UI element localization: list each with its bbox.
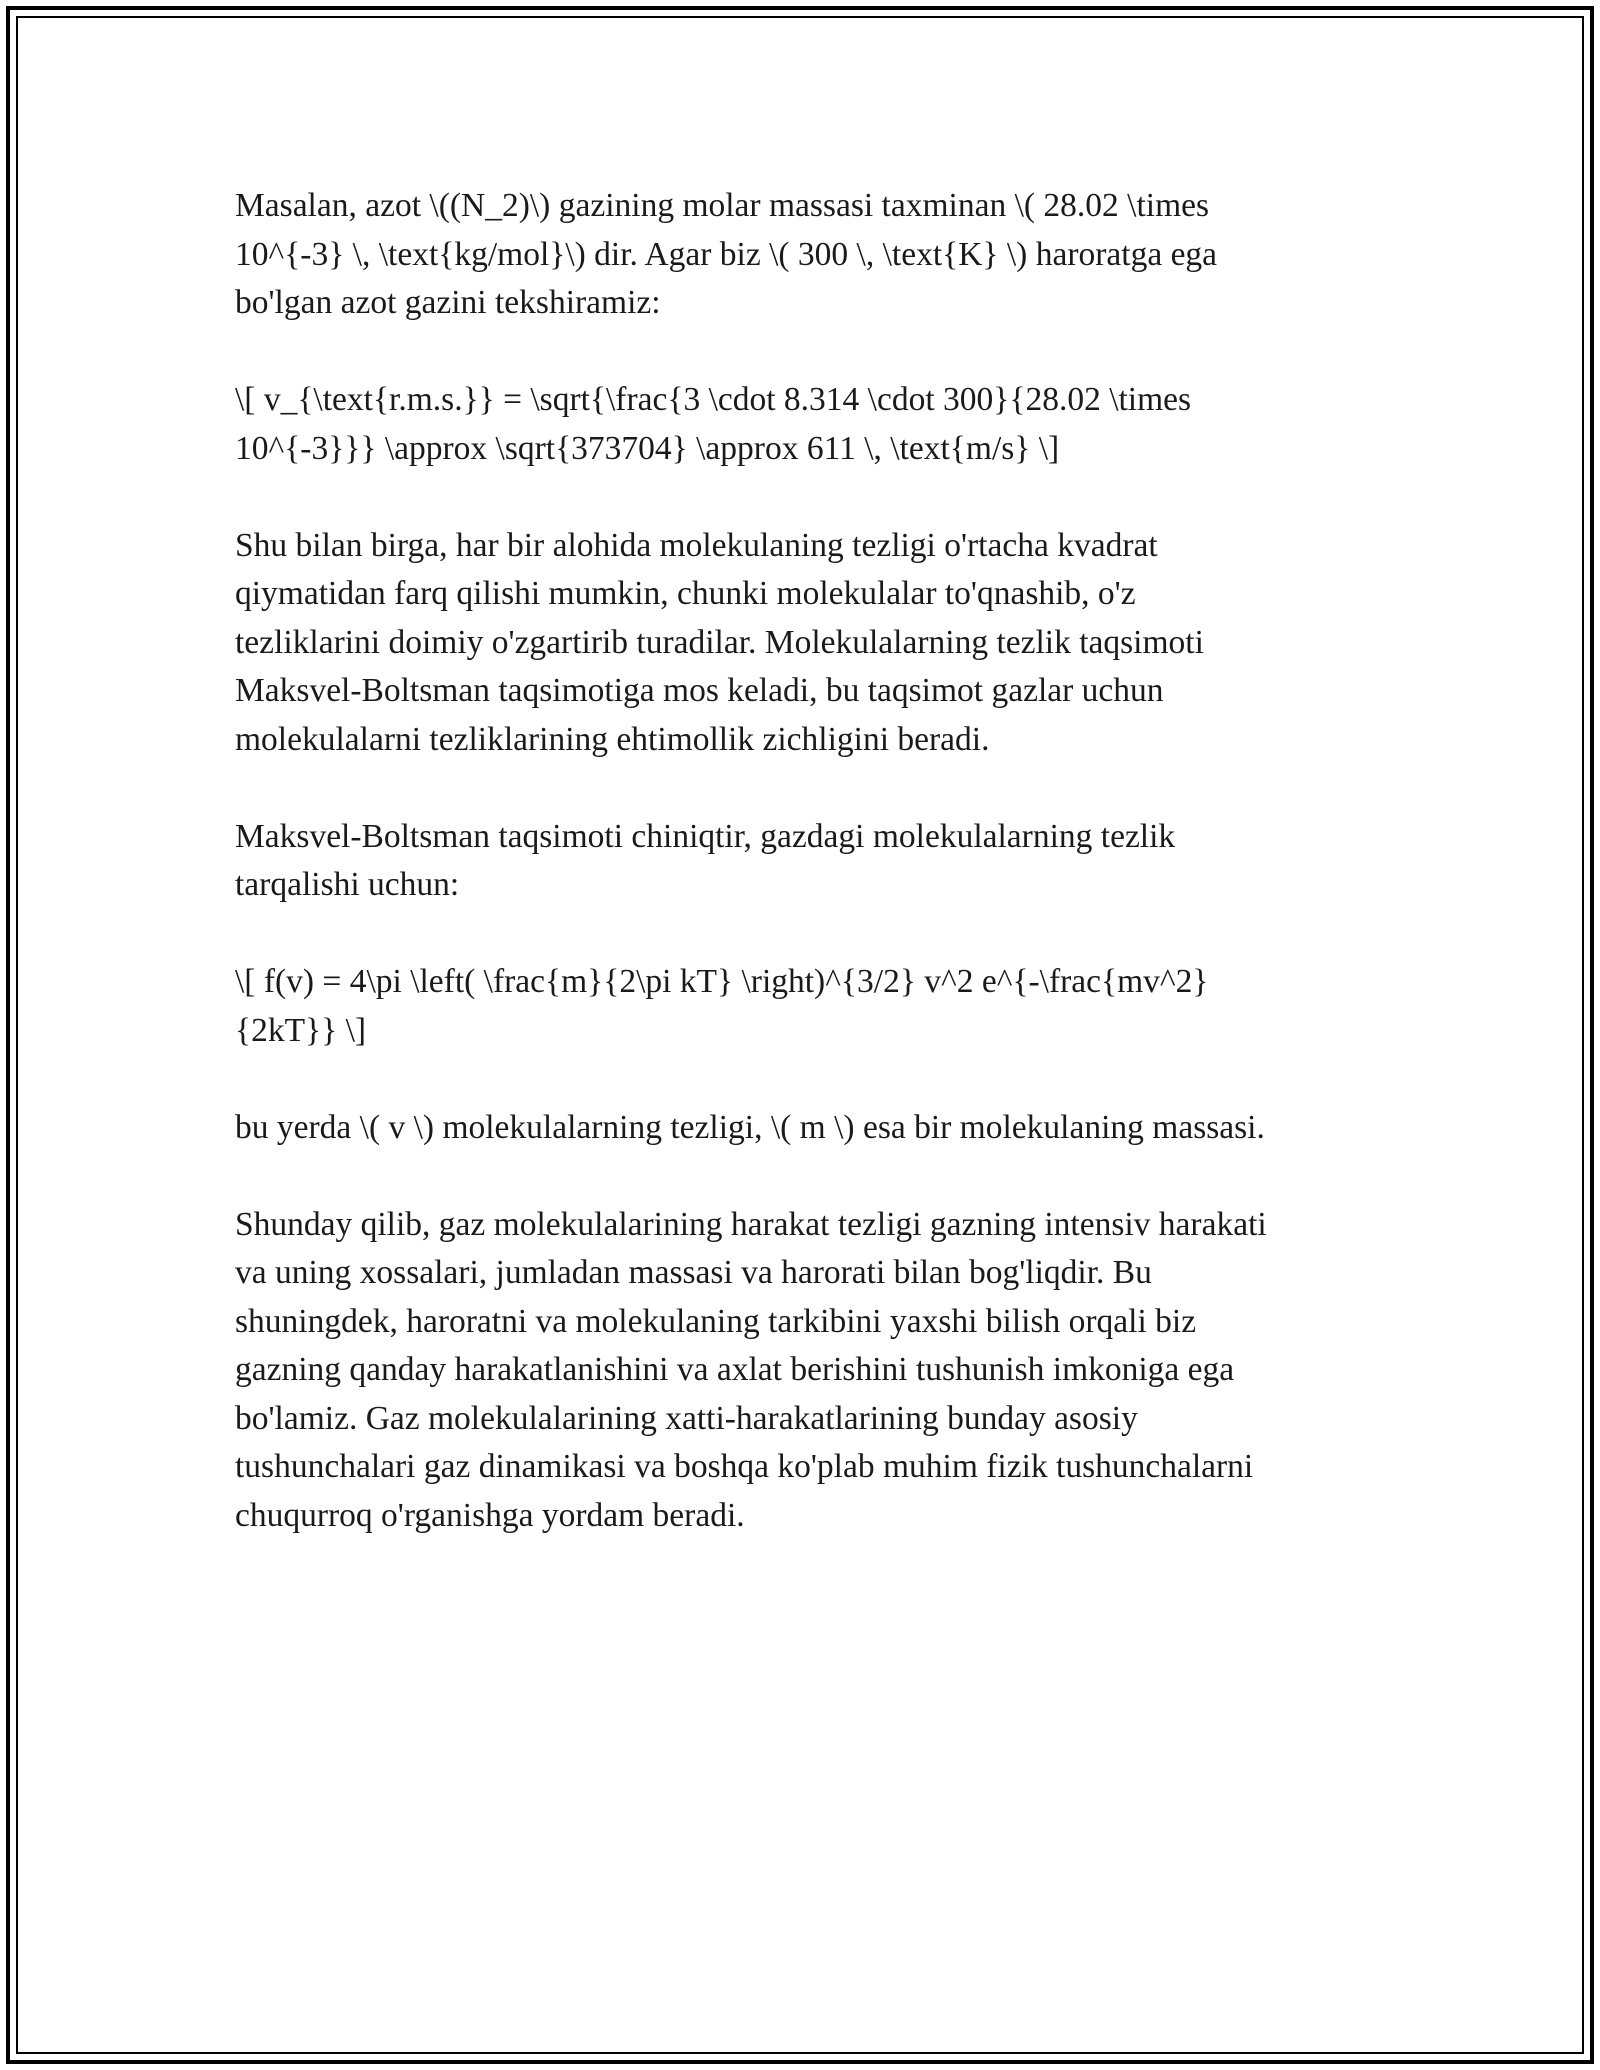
document-body [235, 182, 1375, 1589]
text-line: bo'lgan azot gazini tekshiramiz: [235, 284, 661, 321]
formula-line: 10^{-3}}} \approx \sqrt{373704} \approx 611 \, \text{m/s} \] [235, 429, 1060, 467]
text-line: Shu bilan birga, har bir alohida molekulaning tezligi o'rtacha kvadrat [235, 526, 1158, 564]
text-line: tushunchalari gaz dinamikasi va boshqa ko'plab muhim fizik tushunchalarni [235, 1448, 1254, 1485]
text-line: bo'lamiz. Gaz molekulalarining xatti-harakatlarining bunday asosiy [235, 1399, 1138, 1437]
text-line: tezliklarini doimiy o'zgartirib turadilar. Molekulalarning tezlik taqsimoti [235, 623, 1204, 661]
text-line: Masalan, azot \((N_2)\) gazining molar massasi taxminan \( 28.02 \times [235, 187, 1210, 224]
text-line: shuningdek, haroratni va molekulaning tarkibini yaxshi bilish orqali biz [235, 1302, 1197, 1340]
paragraph-rms-formula [235, 376, 1375, 473]
paragraph-speed-distribution [235, 522, 1375, 765]
formula-line: \[ f(v) = 4\pi \left( \frac{m}{2\pi kT} \right)^{3/2} v^2 e^{-\frac{mv^2} [235, 963, 1209, 1000]
paragraph-maxwell-intro [235, 813, 1375, 910]
text-line: Shunday qilib, gaz molekulalarining harakat tezligi gazning intensiv harakati [235, 1205, 1267, 1243]
text-line: Maksvel-Boltsman taqsimoti chiniqtir, gazdagi molekulalarning tezlik [235, 817, 1176, 855]
paragraph-conclusion [235, 1201, 1375, 1541]
paragraph-variables [235, 1104, 1375, 1153]
text-line: molekulalarni tezliklarining ehtimollik zichligini beradi. [235, 720, 990, 758]
formula-line: \[ v_{\text{r.m.s.}} = \sqrt{\frac{3 \cdot 8.314 \cdot 300}{28.02 \times [235, 381, 1192, 418]
formula-line: {2kT}} \] [235, 1011, 367, 1049]
text-line: bu yerda \( v \) molekulalarning tezligi, \( m \) esa bir molekulaning massasi. [235, 1108, 1265, 1146]
paragraph-example-intro [235, 182, 1375, 328]
text-line: gazning qanday harakatlanishini va axlat berishini tushunish imkoniga ega [235, 1351, 1235, 1388]
text-line: Maksvel-Boltsman taqsimotiga mos keladi, bu taqsimot gazlar uchun [235, 672, 1164, 709]
text-line: chuqurroq o'rganishga yordam beradi. [235, 1496, 745, 1534]
text-line: va uning xossalari, jumladan massasi va harorati bilan bog'liqdir. Bu [235, 1254, 1152, 1291]
paragraph-maxwell-formula [235, 958, 1375, 1055]
text-line: qiymatidan farq qilishi mumkin, chunki molekulalar to'qnashib, o'z [235, 575, 1136, 612]
text-line: 10^{-3} \, \text{kg/mol}\) dir. Agar biz \( 300 \, \text{K} \) haroratga ega [235, 235, 1218, 273]
text-line: tarqalishi uchun: [235, 866, 460, 903]
